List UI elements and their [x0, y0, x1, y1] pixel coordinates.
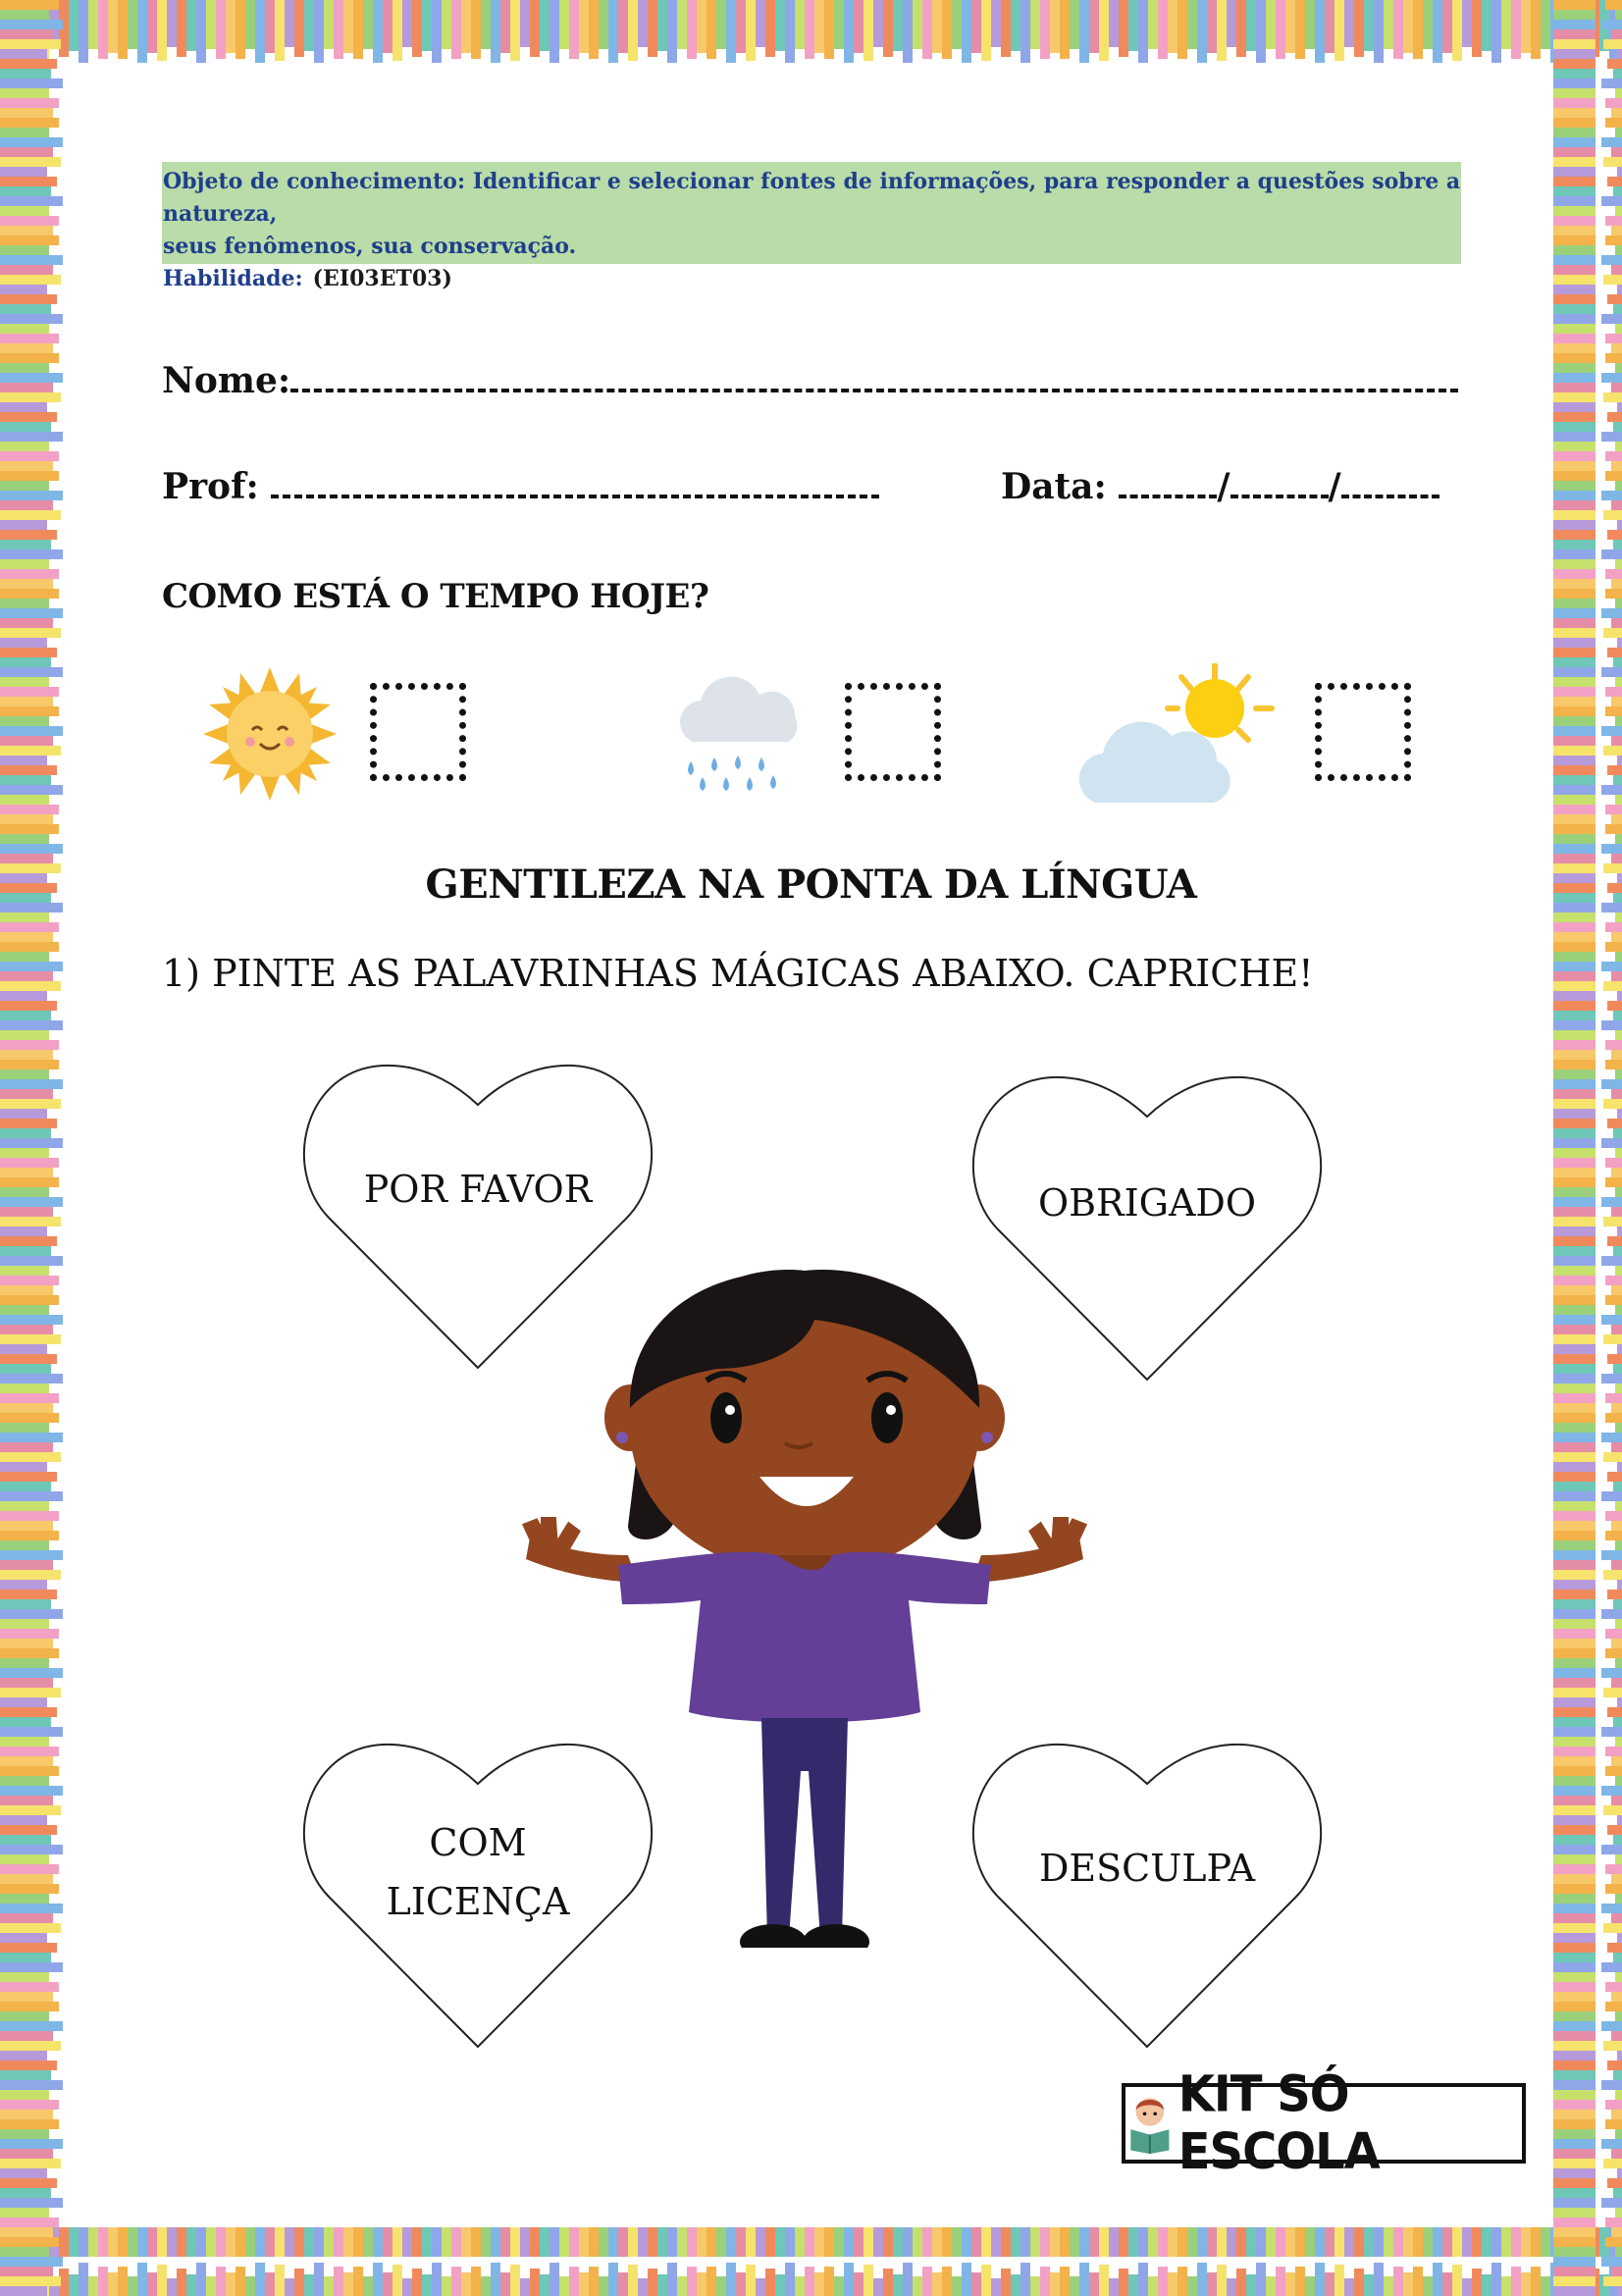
- date-label: Data:: [1001, 466, 1107, 507]
- child-reading-book-icon: [1125, 2089, 1175, 2158]
- heart-label-desculpa: DESCULPA: [1038, 1847, 1256, 1890]
- learning-objective-banner: [162, 162, 1461, 291]
- date-year-blank[interactable]: [1341, 465, 1439, 498]
- name-blank-line[interactable]: [290, 359, 1458, 392]
- objective-line-2: seus fenômenos, sua conservação.: [163, 234, 577, 259]
- activity-title: GENTILEZA NA PONTA DA LÍNGUA: [425, 861, 1197, 908]
- activity-instruction: 1) PINTE AS PALAVRINHAS MÁGICAS ABAIXO. CAPRICHE!: [162, 952, 1314, 995]
- date-field[interactable]: [1001, 465, 1439, 507]
- logo-text: KIT SÓ ESCOLA: [1177, 2065, 1380, 2181]
- weather-question: COMO ESTÁ O TEMPO HOJE?: [162, 577, 709, 616]
- smiling-sun-icon: [201, 665, 339, 803]
- heart-label-obrigado: OBRIGADO: [1037, 1181, 1257, 1225]
- partly-cloudy-checkbox[interactable]: [1315, 683, 1411, 781]
- heart-label-por-favor: POR FAVOR: [363, 1168, 593, 1211]
- prof-field[interactable]: [162, 465, 879, 507]
- heart-label-com-licenca: COM LICENÇA: [386, 1821, 570, 1923]
- date-separator: /: [1217, 466, 1230, 507]
- girl-open-arms-icon: [520, 1261, 1089, 1948]
- prof-blank-line[interactable]: [271, 465, 879, 498]
- sun-behind-cloud-icon: [1079, 663, 1276, 810]
- sunny-checkbox[interactable]: [370, 683, 466, 781]
- name-field[interactable]: [162, 359, 1458, 401]
- kit-so-escola-logo: [1122, 2065, 1526, 2181]
- date-separator: /: [1328, 466, 1341, 507]
- date-month-blank[interactable]: [1230, 465, 1329, 498]
- objective-line-1: Objeto de conhecimento: Identificar e selecionar fontes de informações, para responder a questões sobre a natureza,: [163, 169, 1461, 227]
- skill-label: Habilidade:: [163, 266, 303, 291]
- skill-line: [163, 263, 1461, 295]
- rain-cloud-icon: [671, 667, 809, 805]
- name-label: Nome:: [162, 360, 291, 401]
- skill-code: (EI03ET03): [312, 266, 452, 291]
- date-day-blank[interactable]: [1119, 465, 1217, 498]
- prof-label: Prof:: [162, 466, 259, 507]
- rainy-checkbox[interactable]: [845, 683, 941, 781]
